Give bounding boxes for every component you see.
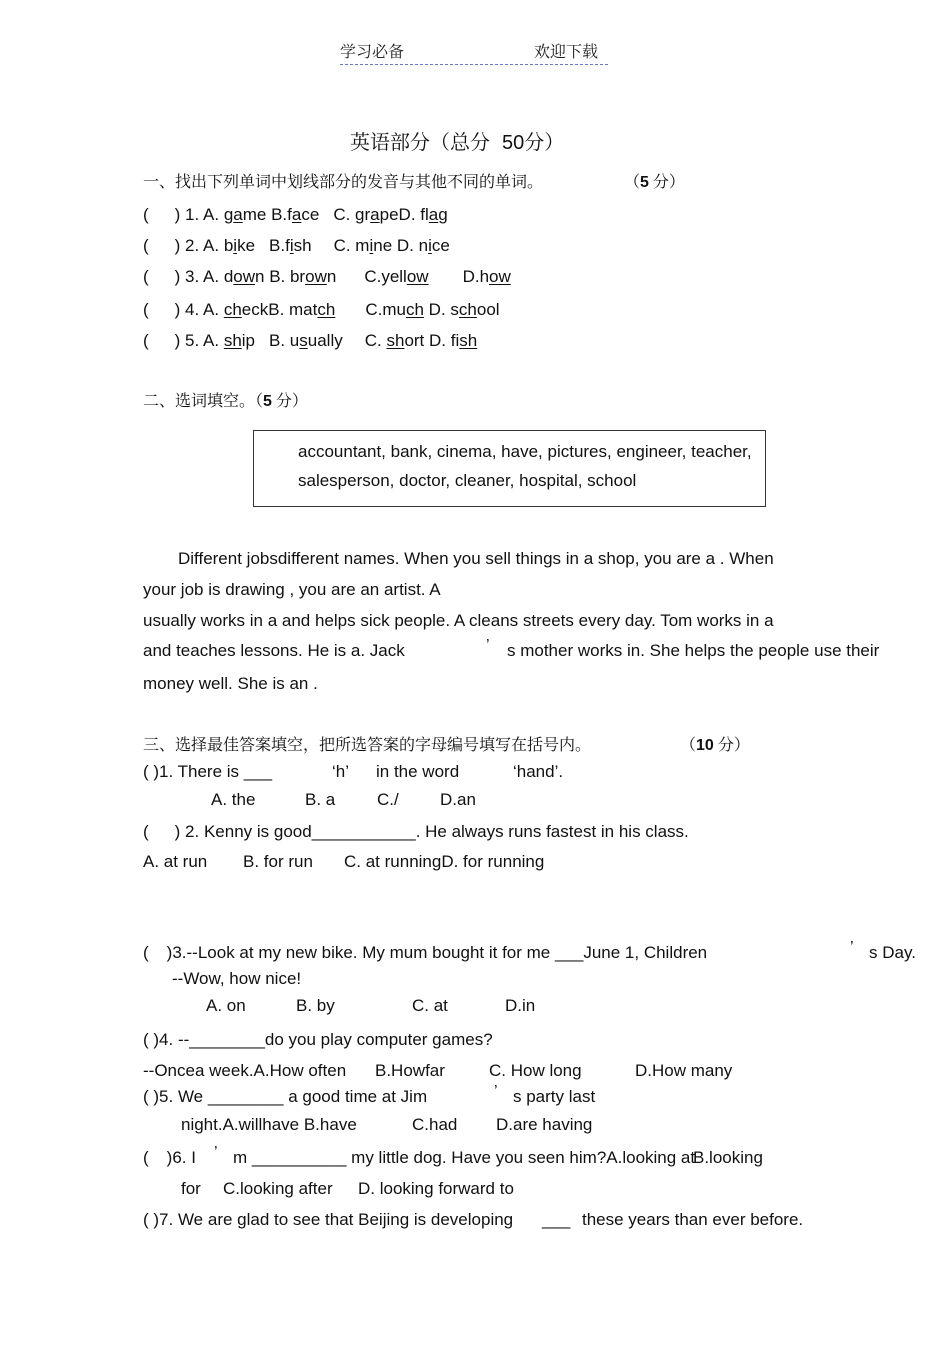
q6-option-b: B.looking xyxy=(693,1148,763,1167)
q6-apostrophe: ’ xyxy=(214,1144,218,1161)
word-box-line-1: accountant, bank, cinema, have, pictures, engineer, teacher, xyxy=(298,442,752,461)
passage-line-2: your job is drawing , you are an artist. A xyxy=(143,580,441,599)
q6-option-d: D. looking forward to xyxy=(358,1179,514,1198)
q4-option-c: C. How long xyxy=(489,1061,582,1080)
s1-item-5: ( ) 5. A. ship B. usually C. short D. fish xyxy=(143,331,478,350)
q5-option-d: D.are having xyxy=(496,1115,593,1134)
q1-stem-d: ‘hand’. xyxy=(513,762,564,781)
s1-item-4: ( ) 4. A. checkB. match C.much D. school xyxy=(143,300,500,319)
q3-option-d: D.in xyxy=(505,996,536,1015)
q6-line-2: for xyxy=(181,1179,201,1198)
q3-option-c: C. at xyxy=(412,996,448,1015)
q3-apostrophe: ’ xyxy=(850,939,854,956)
q5-stem-end: s party last xyxy=(513,1087,596,1106)
q7-stem-end: these years than ever before. xyxy=(582,1210,804,1229)
section3-score: （10 分） xyxy=(680,735,750,754)
q5-line-2: night.A.willhave B.have xyxy=(181,1115,357,1134)
q2-option-a: A. at run xyxy=(143,852,208,871)
s1-item-1: ( ) 1. A. game B.face C. grapeD. flag xyxy=(143,205,448,224)
section1-heading: 一、找出下列单词中划线部分的发音与其他不同的单词。 xyxy=(143,172,544,191)
passage-line-4: and teaches lessons. He is a. Jack xyxy=(143,641,405,660)
passage-line-4b: s mother works in. She helps the people use their xyxy=(507,641,880,660)
passage-line-1: Different jobsdifferent names. When you sell things in a shop, you are a . When xyxy=(178,549,774,568)
word-box-line-2: salesperson, doctor, cleaner, hospital, school xyxy=(298,471,637,490)
header-right: 欢迎下载 xyxy=(534,42,599,61)
q5-option-c: C.had xyxy=(412,1115,458,1134)
q4-stem: ( )4. --________do you play computer games? xyxy=(143,1030,493,1049)
q3-line-2: --Wow, how nice! xyxy=(172,969,302,988)
q1-option-c: C./ xyxy=(377,790,399,809)
passage-line-5: money well. She is an . xyxy=(143,674,318,693)
q2-stem: ( ) 2. Kenny is good___________. He always runs fastest in his class. xyxy=(143,822,689,841)
q3-option-a: A. on xyxy=(206,996,246,1015)
q4-option-d: D.How many xyxy=(635,1061,733,1080)
passage-apostrophe: ’ xyxy=(486,637,490,654)
section1-score: （5 分） xyxy=(624,172,685,191)
q2-option-b: B. for run xyxy=(243,852,313,871)
q3-stem: ( )3.--Look at my new bike. My mum bought it for me ___June 1, Children xyxy=(143,943,708,962)
section3-heading: 三、选择最佳答案填空，把所选答案的字母编号填写在括号内。 xyxy=(143,735,592,754)
q1-option-b: B. a xyxy=(305,790,336,809)
q7-blank: ___ xyxy=(542,1210,571,1229)
q1-stem-c: in the word xyxy=(376,762,460,781)
q7-stem: ( )7. We are glad to see that Beijing is developing xyxy=(143,1210,514,1229)
page-title: 英语部分（总分 50分） xyxy=(350,130,565,154)
q1-option-a: A. the xyxy=(211,790,256,809)
q1-option-d: D.an xyxy=(440,790,476,809)
header-left: 学习必备 xyxy=(340,42,405,61)
q1-stem-a: ( )1. There is ___ xyxy=(143,762,273,781)
q3-stem-end: s Day. xyxy=(869,943,916,962)
q6-option-c: C.looking after xyxy=(223,1179,333,1198)
q5-apostrophe: ’ xyxy=(494,1083,498,1100)
q3-option-b: B. by xyxy=(296,996,335,1015)
s1-item-2: ( ) 2. A. bike B.fish C. mine D. nice xyxy=(143,236,450,255)
q4-line-2: --Oncea week.A.How often xyxy=(143,1061,347,1080)
q1-stem-b: ‘h’ xyxy=(332,762,350,781)
q6-stem: ( )6. I xyxy=(143,1148,196,1167)
passage-line-3: usually works in a and helps sick people. A cleans streets every day. Tom works in a xyxy=(143,611,774,630)
q4-option-b: B.Howfar xyxy=(375,1061,445,1080)
q5-stem: ( )5. We ________ a good time at Jim xyxy=(143,1087,428,1106)
q6-stem-b: m __________ my little dog. Have you seen him?A.looking at xyxy=(233,1148,696,1167)
q2-option-cd: C. at runningD. for running xyxy=(344,852,545,871)
s1-item-3: ( ) 3. A. down B. brown C.yellow D.how xyxy=(143,267,511,286)
section2-heading: 二、选词填空。（5 分） xyxy=(143,391,308,410)
page-header xyxy=(340,42,608,65)
